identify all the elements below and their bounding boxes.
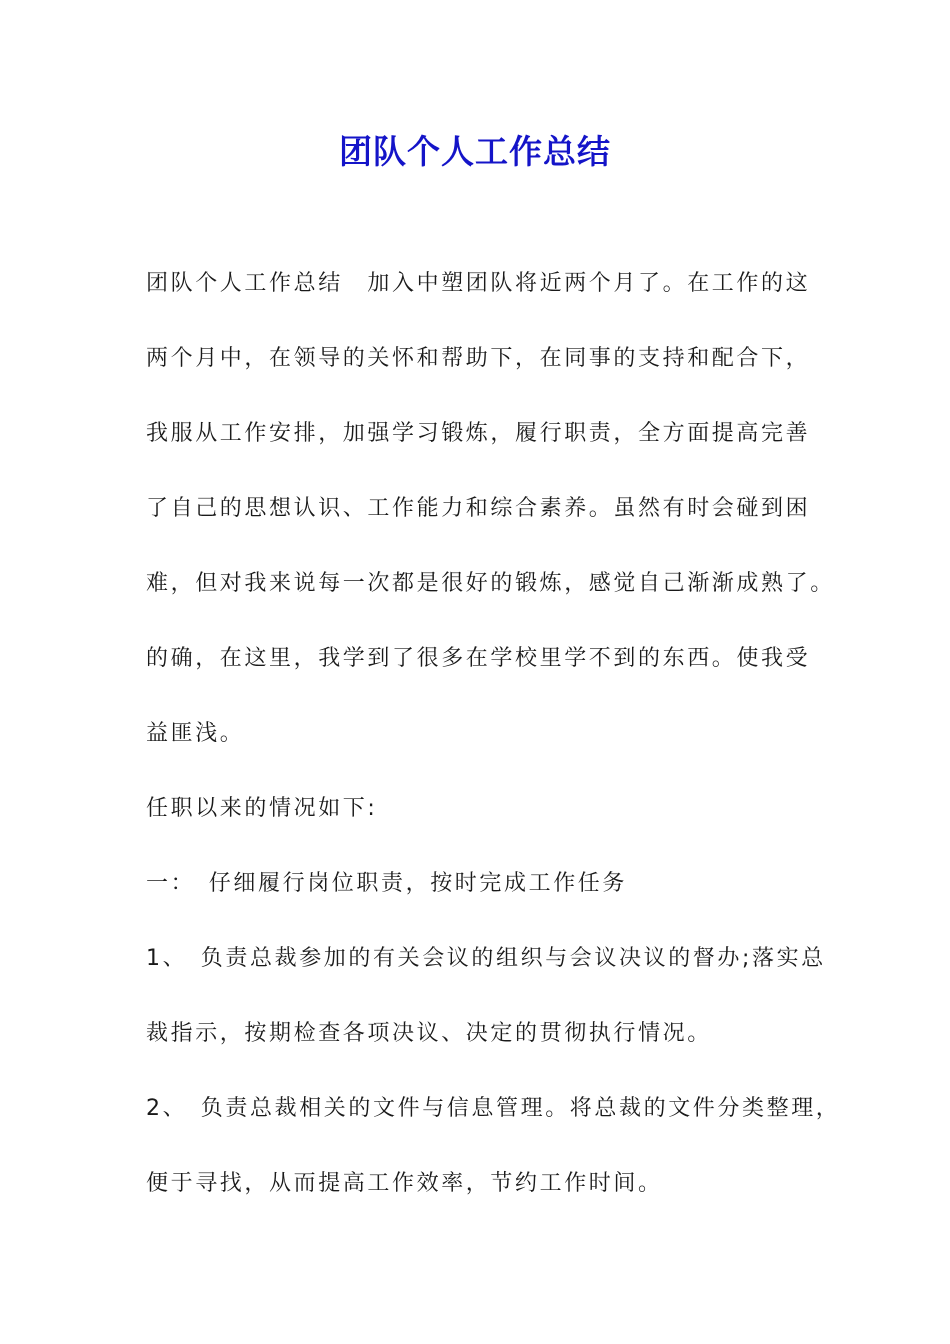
body-line: 益匪浅。 [146, 721, 245, 746]
body-line: 了自己的思想认识、工作能力和综合素养。虽然有时会碰到困 [146, 496, 811, 521]
list-item: 2、 负责总裁相关的文件与信息管理。将总裁的文件分类整理， [146, 1096, 841, 1121]
body-line: 的确，在这里，我学到了很多在学校里学不到的东西。使我受 [146, 646, 811, 671]
document-title: 团队个人工作总结 [339, 132, 611, 171]
list-item-continuation: 便于寻找，从而提高工作效率，节约工作时间。 [146, 1171, 663, 1196]
body-line: 难，但对我来说每一次都是很好的锻炼，感觉自己渐渐成熟了。 [146, 571, 835, 596]
body-line: 团队个人工作总结 加入中塑团队将近两个月了。在工作的这 [146, 271, 811, 296]
list-item: 1、 负责总裁参加的有关会议的组织与会议决议的督办;落实总 [146, 946, 826, 971]
body-line: 两个月中，在领导的关怀和帮助下，在同事的支持和配合下， [146, 346, 811, 371]
document-body [146, 264, 841, 1239]
section-heading: 一： 仔细履行岗位职责，按时完成工作任务 [146, 871, 628, 896]
body-line: 我服从工作安排，加强学习锻炼，履行职责，全方面提高完善 [146, 421, 811, 446]
section-intro: 任职以来的情况如下: [146, 796, 378, 821]
list-item-continuation: 裁指示，按期检查各项决议、决定的贯彻执行情况。 [146, 1021, 712, 1046]
